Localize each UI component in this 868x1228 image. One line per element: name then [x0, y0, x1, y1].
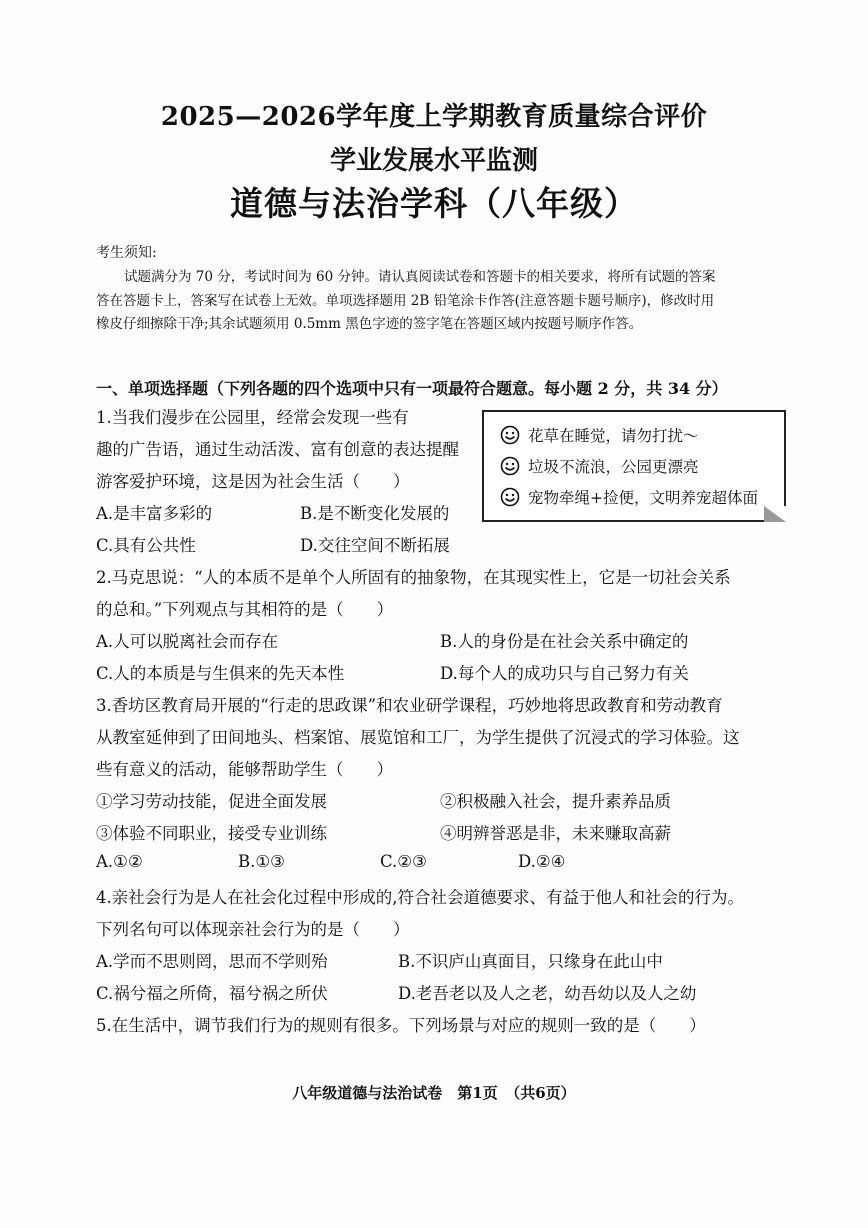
- notice-body: [96, 266, 776, 337]
- option-a: A.是丰富多彩的: [96, 504, 213, 523]
- sign-item: [500, 424, 699, 446]
- question-2-stem: 2.马克思说：“人的本质不是单个人所固有的抽象物，在其现实性上，它是一切社会关系: [96, 568, 731, 587]
- statement-3: ③体验不同职业，接受专业训练: [96, 824, 327, 843]
- smiley-face-icon: [500, 487, 520, 507]
- option-c: C.具有公共性: [96, 536, 196, 555]
- question-1-stem: 趣的广告语，通过生动活泼、富有创意的表达提醒: [96, 440, 459, 459]
- option-d: D.交往空间不断拓展: [300, 536, 450, 555]
- sign-item: [500, 486, 758, 508]
- question-4-stem: 4.亲社会行为是人在社会化过程中形成的,符合社会道德要求、有益于他人和社会的行为。: [96, 888, 744, 907]
- option-d: D.老吾老以及人之老，幼吾幼以及人之幼: [398, 984, 697, 1003]
- option-a: A.学而不思则罔，思而不学则殆: [96, 952, 328, 971]
- option-b: B.人的身份是在社会关系中确定的: [440, 632, 689, 651]
- question-5-stem: 5.在生活中，调节我们行为的规则有很多。下列场景与对应的规则一致的是（ ）: [96, 1016, 706, 1035]
- question-1-stem: 游客爱护环境，这是因为社会生活（ ）: [96, 472, 410, 491]
- park-signs-figure: [482, 410, 786, 522]
- question-4-stem: 下列名句可以体现亲社会行为的是（ ）: [96, 920, 410, 939]
- option-c: C.祸兮福之所倚，福兮祸之所伏: [96, 984, 328, 1003]
- question-3-stem: 从教室延伸到了田间地头、档案馆、展览馆和工厂，为学生提供了沉浸式的学习体验。这: [96, 728, 740, 747]
- exam-title-line2: 学业发展水平监测: [329, 146, 538, 176]
- page-curl-decoration: [764, 506, 786, 522]
- option-c: C.②③: [380, 852, 427, 871]
- option-b: B.①③: [238, 852, 285, 871]
- smiley-face-icon: [500, 425, 520, 445]
- question-3-stem: 些有意义的活动，能够帮助学生（ ）: [96, 760, 393, 779]
- notice-line: 试题满分为 70 分，考试时间为 60 分钟。请认真阅读试卷和答题卡的相关要求，将所有试题的答案: [124, 269, 716, 285]
- statement-2: ②积极融入社会，提升素养品质: [440, 792, 671, 811]
- option-c: C.人的本质是与生俱来的先天本性: [96, 664, 345, 683]
- notice-line: 橡皮仔细擦除干净;其余试题须用 0.5mm 黑色字迹的签字笔在答题区域内按题号顺序作答。: [96, 316, 643, 332]
- notice-line: 答在答题卡上，答案写在试卷上无效。单项选择题用 2B 铅笔涂卡作答(注意答题卡题号顺序)，修改时用: [96, 292, 715, 309]
- section-heading: 一、单项选择题（下列各题的四个选项中只有一项最符合题意。每小题 2 分，共 34 分）: [96, 379, 728, 398]
- exam-subject-title: 道德与法治学科（八年级）: [230, 184, 638, 223]
- option-d: D.②④: [518, 852, 566, 871]
- smiley-face-icon: [500, 456, 520, 476]
- option-a: A.①②: [96, 852, 143, 871]
- question-3-stem: 3.香坊区教育局开展的“行走的思政课”和农业研学课程，巧妙地将思政教育和劳动教育: [96, 696, 723, 715]
- notice-heading: 考生须知:: [96, 245, 157, 261]
- option-a: A.人可以脱离社会而存在: [96, 632, 279, 651]
- option-b: B.是不断变化发展的: [300, 504, 450, 523]
- exam-title-line1: 2025—2026学年度上学期教育质量综合评价: [160, 102, 708, 132]
- page-footer: 八年级道德与法治试卷 第1页 （共6页）: [292, 1084, 576, 1102]
- option-b: B.不识庐山真面目，只缘身在此山中: [398, 952, 663, 971]
- statement-1: ①学习劳动技能，促进全面发展: [96, 792, 327, 811]
- statement-4: ④明辨誉恶是非，未来赚取高薪: [440, 824, 671, 843]
- option-d: D.每个人的成功只与自己努力有关: [440, 664, 689, 683]
- sign-item: [500, 455, 699, 477]
- sign-text: 宠物牵绳+捡便，文明养宠超体面: [528, 489, 758, 507]
- sign-text: 花草在睡觉，请勿打扰～: [528, 427, 699, 445]
- sign-text: 垃圾不流浪，公园更漂亮: [528, 458, 699, 476]
- question-2-stem: 的总和。”下列观点与其相符的是（ ）: [96, 600, 394, 619]
- question-1-stem: 1.当我们漫步在公园里，经常会发现一些有: [96, 408, 409, 427]
